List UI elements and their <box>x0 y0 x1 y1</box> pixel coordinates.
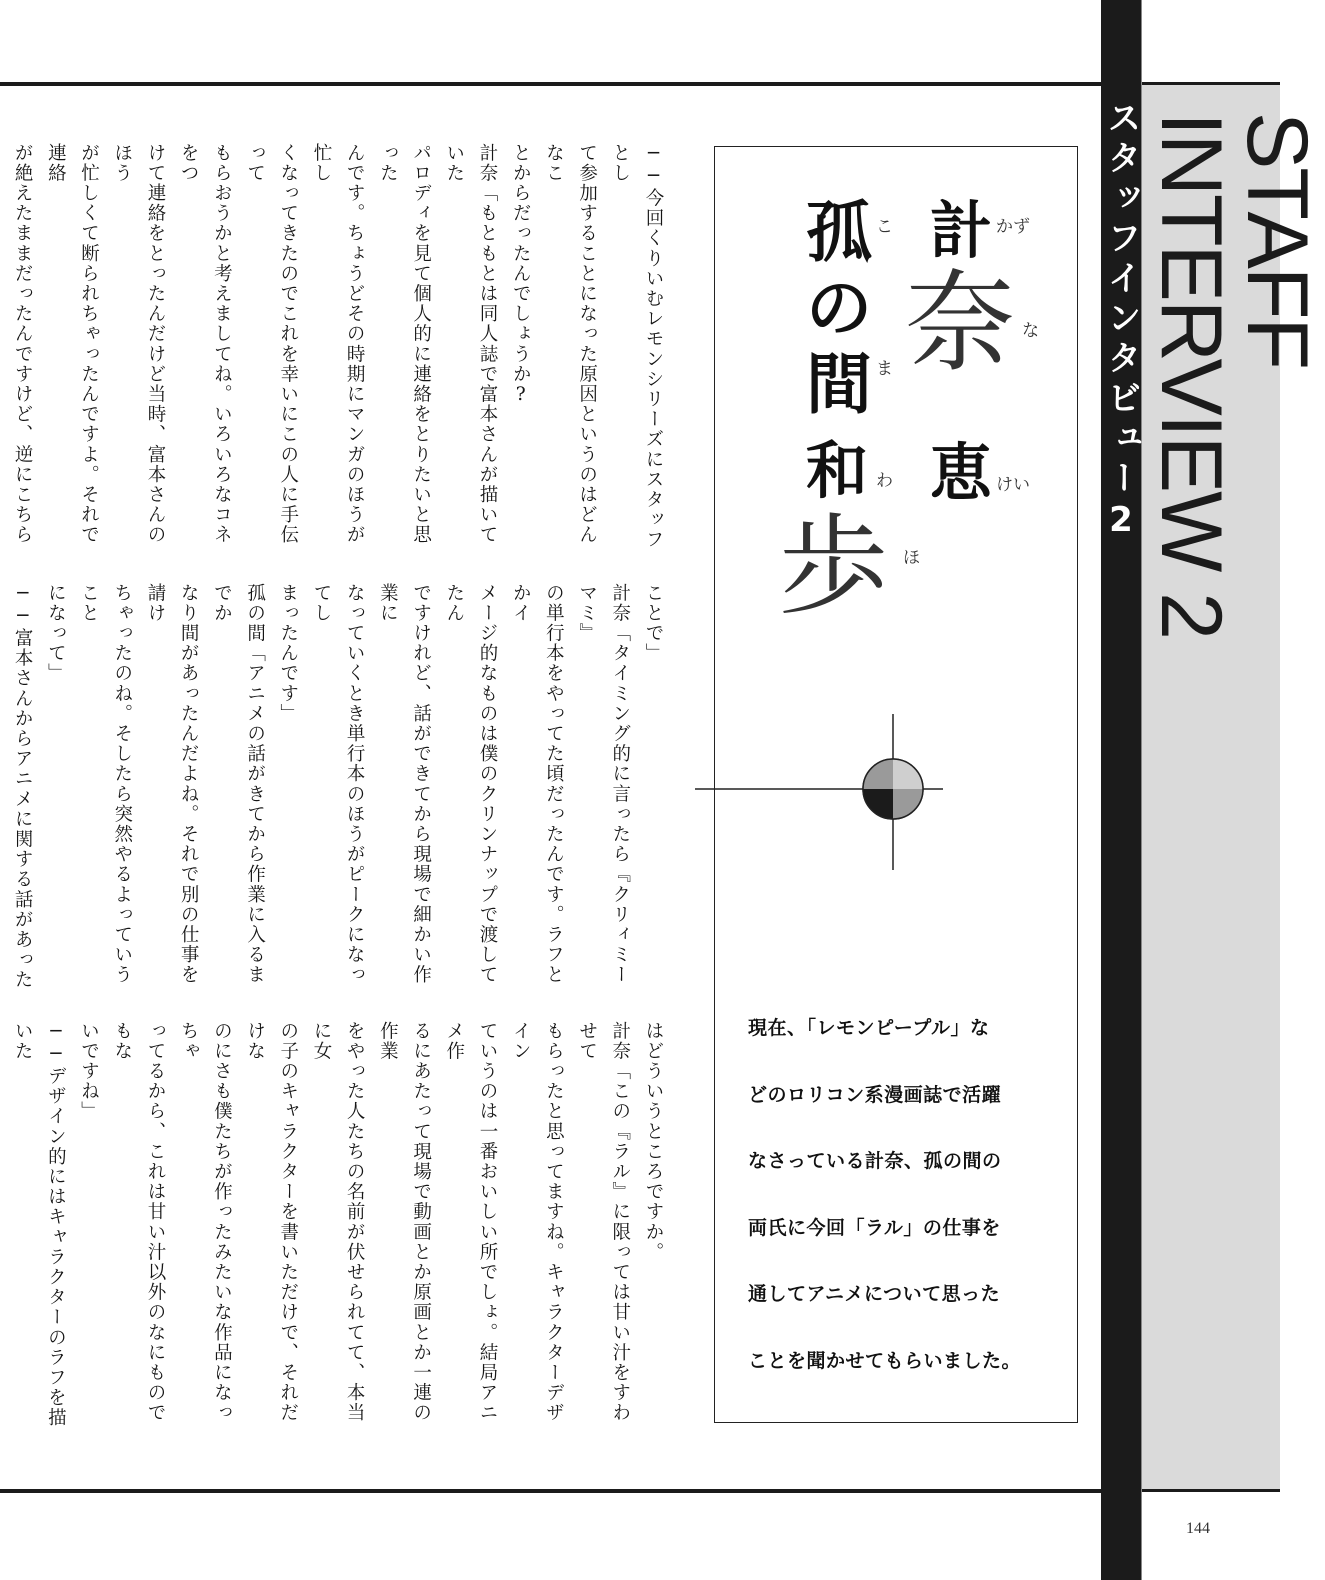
body-line: なり間があったんだよね。それで別の仕事を請け <box>144 583 200 985</box>
name1-char2: 奈 <box>905 259 1015 387</box>
body-line: ってるから、これは甘い汁以外のなにものでもな <box>111 1021 166 1423</box>
body-line: もらおうかと考えましてね。いろいろなコネをつ <box>178 143 233 545</box>
panel-top-rule <box>1141 82 1280 85</box>
panel-inner-edge <box>1141 0 1142 1580</box>
body-line: ていうのは一番おいしい所でしょ。結局アニメ作 <box>443 1021 498 1423</box>
bottom-rule <box>0 1489 1101 1493</box>
body-line: が絶えたままだったんですけど、逆にこちら <box>12 143 34 545</box>
body-line: もらったと思ってますね。キャラクターデザイン <box>510 1021 565 1423</box>
body-line: をやった人たちの名前が伏せられてて、本当に女 <box>310 1021 366 1423</box>
name1-ruby1: かず <box>996 217 1030 237</box>
intro-line-1: 現在、「レモンピープル」な <box>748 1017 990 1039</box>
body-line: 計奈「タイミング的に言ったら『クリィミーマミ』 <box>576 583 631 985</box>
body-line: ──デザイン的にはキャラクターのラフを描いた <box>12 1021 67 1428</box>
body-line: になって」 <box>45 583 67 684</box>
body-line: くなってきたのでこれを幸いにこの人に手伝って <box>244 143 299 545</box>
name1-char3: 恵 <box>930 436 993 509</box>
name2-ruby4: わ <box>876 471 893 491</box>
intro-text <box>748 995 1048 1394</box>
body-line: ことで」 <box>643 583 664 664</box>
body-line: て参加することになった原因というのはどんなこ <box>543 143 598 545</box>
intro-line-5: 通してアニメについて思った <box>748 1283 1001 1305</box>
body-line: まったんです」 <box>277 583 299 724</box>
panel-bottom-rule <box>1141 1489 1280 1492</box>
intro-line-6: ことを聞かせてもらいました。 <box>748 1349 1022 1372</box>
body-line: ──今回くりいむレモンシリーズにスタッフとし <box>609 143 664 550</box>
body-line: のにさも僕たちが作ったみたいな作品になっちゃ <box>178 1021 233 1423</box>
name1-ruby2: な <box>1022 321 1039 341</box>
body-line: ちゃったのね。そしたら突然やるよっていうこと <box>78 583 133 985</box>
name2-char3: 間 <box>806 346 872 423</box>
body-line: ──富本さんからアニメに関する話があった <box>12 583 34 990</box>
body-line: が忙しくて断られちゃったんですよ。それで連絡 <box>45 143 100 545</box>
body-line: 孤の間「アニメの話がきてから作業に入るまでか <box>211 583 266 985</box>
intro-line-4: 両氏に今回「ラル」の仕事を <box>748 1216 1001 1239</box>
body-line: 計奈「もともとは同人誌で富本さんが描いていた <box>443 143 498 545</box>
body-line: の単行本をやってた頃だったんです。ラフとかイ <box>510 583 565 985</box>
body-line: けて連絡をとったんだけど当時、富本さんのほう <box>111 143 166 545</box>
name2-char1: 孤 <box>806 194 872 271</box>
intro-line-3: なさっている計奈、孤の間の <box>748 1150 1002 1172</box>
name2-char4: 和 <box>806 434 869 507</box>
crosshair-emblem-icon <box>695 712 945 872</box>
body-block-middle <box>12 583 670 1003</box>
name2-ruby5: ほ <box>903 548 920 568</box>
name2-char5: 歩 <box>778 503 888 631</box>
body-line: パロディを見て個人的に連絡をとりたいと思った <box>377 143 432 545</box>
body-block-lower <box>12 1021 670 1441</box>
body-line: なっていくとき単行本のほうがピークになってし <box>310 583 366 985</box>
page-number: 144 <box>1186 1520 1210 1537</box>
body-line <box>0 1021 6 1441</box>
body-line: はどういうところですか。 <box>643 1021 664 1263</box>
name1-ruby3: けい <box>996 475 1030 495</box>
body-line: とからだったんでしょうか? <box>510 143 532 407</box>
staff-interview-title-en: STAFF INTERVIEW 2 <box>1143 112 1325 638</box>
intro-line-2: どのロリコン系漫画誌で活躍 <box>748 1083 1002 1106</box>
body-line: の子のキャラクターを書いただけで、それだけな <box>244 1021 299 1423</box>
body-line: ですけれど、話ができてから現場で細かい作業に <box>377 583 432 985</box>
body-line: いですね」 <box>78 1021 100 1122</box>
name1-char1: 計 <box>930 194 993 267</box>
body-line: るにあたって現場で動画とか原画とか一連の作業 <box>377 1021 432 1423</box>
name2-ruby1: こ <box>876 217 893 237</box>
body-line: メージ的なものは僕のクリンナップで渡してたん <box>443 583 498 985</box>
name2-ruby3: ま <box>876 359 893 379</box>
staff-interview-title-jp: スタッフインタビュー2 <box>1101 100 1141 546</box>
body-block-upper <box>12 143 670 563</box>
top-rule <box>0 82 1101 86</box>
body-line: 計奈「この『ラル』に限っては甘い汁をすわせて <box>576 1021 631 1423</box>
name2-char2: の <box>806 270 872 347</box>
body-line: んです。ちょうどその時期にマンガのほうが忙し <box>310 143 366 545</box>
